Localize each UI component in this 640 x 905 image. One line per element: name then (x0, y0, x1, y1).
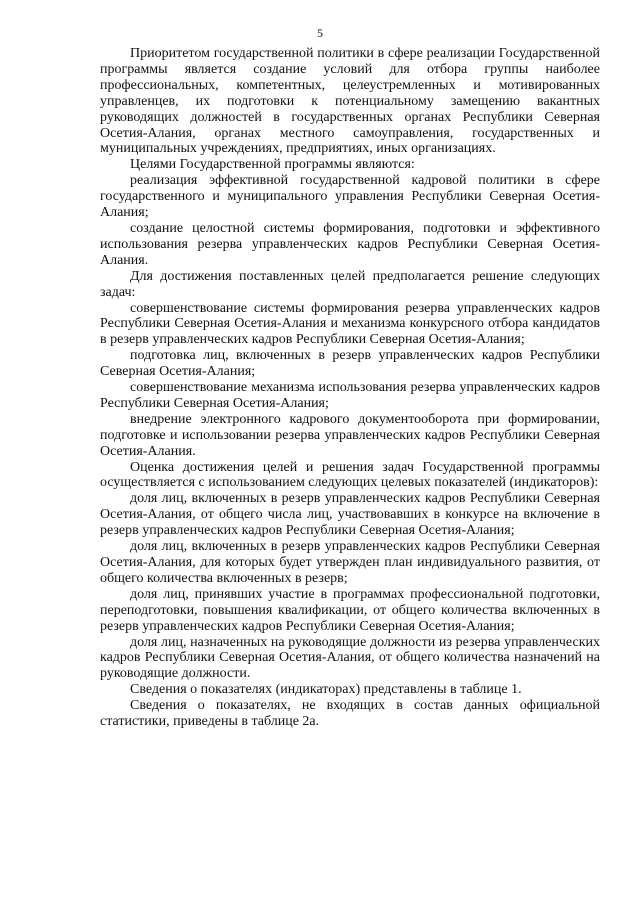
paragraph-task-3: совершенствование механизма использования резерва управленческих кадров Республики Северная Осетия-Алания; (100, 380, 600, 411)
paragraph-task-1: совершенствование системы формирования резерва управленческих кадров Республики Северная Осетия-Алания и механизма конкурсного отбора кандидатов в резерв управленческих кадров Республики Северная Осетия-Алания; (100, 300, 600, 348)
paragraph-table-2a-ref: Сведения о показателях, не входящих в состав данных официальной статистики, приведены в таблице 2а. (100, 698, 600, 730)
paragraph-indicator-1: доля лиц, включенных в резерв управленческих кадров Республики Северная Осетия-Алания, от общего числа лиц, участвовавших в конкурсе на включение в резерв управленческих кадров Республики Северная Осетия-Алания; (100, 491, 600, 539)
document-body (100, 46, 600, 730)
paragraph-indicator-3: доля лиц, принявших участие в программах профессиональной подготовки, переподготовки, повышения квалификации, от общего количества включенных в резерв управленческих кадров Республики Северная Осетия-Алания; (100, 586, 600, 634)
paragraph-indicator-2: доля лиц, включенных в резерв управленческих кадров Республики Северная Осетия-Алания, для которых будет утвержден план индивидуального развития, от общего количества включенных в резерв; (100, 539, 600, 586)
paragraph-task-4: внедрение электронного кадрового документооборота при формировании, подготовке и использовании резерва управленческих кадров Республики Северная Осетия-Алания. (100, 411, 600, 459)
paragraph-indicators-heading: Оценка достижения целей и решения задач Государственной программы осуществляется с использованием следующих целевых показателей (индикаторов): (100, 459, 600, 491)
paragraph-indicator-4: доля лиц, назначенных на руководящие должности из резерва управленческих кадров Республики Северная Осетия-Алания, от общего количества назначений на руководящие должности. (100, 634, 600, 682)
paragraph-goal-1: реализация эффективной государственной кадровой политики в сфере государственного и муниципального управления Республики Северная Осетия-Алания; (100, 173, 600, 221)
paragraph-priority: Приоритетом государственной политики в сфере реализации Государственной программы является создание условий для отбора группы наиболее профессиональных, компетентных, целеустремленных и мотивированных управленцев, их подготовки к потенциальному замещению вакантных руководящих должностей в государственных органах Республики Северная Осетия-Алания, органах местного самоуправления, государственных и муниципальных учреждениях, предприятиях, иных организациях. (100, 46, 600, 157)
page-number: 5 (317, 26, 323, 40)
paragraph-task-2: подготовка лиц, включенных в резерв управленческих кадров Республики Северная Осетия-Алания; (100, 348, 600, 380)
paragraph-goals-heading: Целями Государственной программы являются: (130, 157, 415, 173)
paragraph-table-1-ref: Сведения о показателях (индикаторах) представлены в таблице 1. (130, 682, 522, 698)
paragraph-goal-2: создание целостной системы формирования, подготовки и эффективного использования резерва управленческих кадров Республики Северная Осетия-Алания. (100, 220, 600, 268)
paragraph-tasks-heading: Для достижения поставленных целей предполагается решение следующих задач: (100, 268, 600, 300)
